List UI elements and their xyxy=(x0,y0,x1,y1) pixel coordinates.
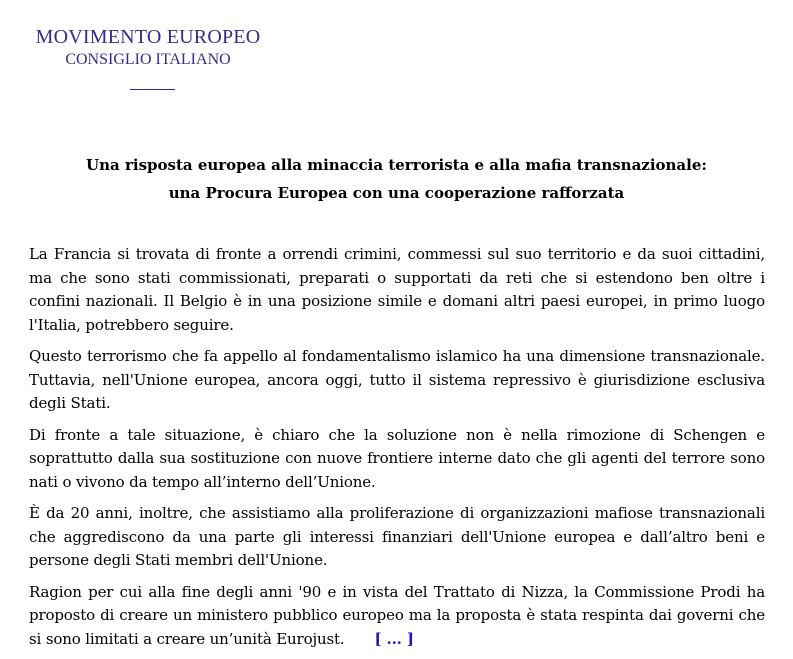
paragraph-last xyxy=(29,581,765,652)
paragraph: Questo terrorismo che fa appello al fondamentalismo islamico ha una dimensione transnazionale. Tuttavia, nell'Unione europea, ancora oggi, tutto il sistema repressivo è giurisdizione esclusiva degli Stati. xyxy=(29,347,765,412)
organization-header xyxy=(28,26,268,70)
organization-name: MOVIMENTO EUROPEO xyxy=(35,26,261,48)
organization-subtitle: CONSIGLIO ITALIANO xyxy=(65,51,231,68)
read-more-link[interactable]: [ ... ] xyxy=(374,629,414,648)
article-title-line-2: una Procura Europea con una cooperazione rafforzata xyxy=(168,184,625,202)
article-title-line-1: Una risposta europea alla minaccia terrorista e alla mafia transnazionale: xyxy=(86,156,707,174)
paragraph: Di fronte a tale situazione, è chiaro che la soluzione non è nella rimozione di Schengen e soprattutto dalla sua sostituzione con nuove frontiere interne dato che gli agenti del terrore sono nati o vivono da tempo all’interno dell’Unione. xyxy=(29,425,765,491)
paragraph: La Francia si trovata di fronte a orrendi crimini, commessi sul suo territorio e da suoi cittadini, ma che sono stati commissionati, preparati o supportati da reti che si estendono ben oltre i confini nazionali. Il Belgio è in una posizione simile e domani altri paesi europei, in primo luogo l'Italia, potrebbero seguire. xyxy=(29,245,765,334)
header-divider xyxy=(130,89,175,90)
article-title xyxy=(20,151,773,207)
paragraph-text: Ragion per cui alla fine degli anni '90 e in vista del Trattato di Nizza, la Commissione Prodi ha proposto di creare un ministero pubblico europeo ma la proposta è stata respinta dai governi che si sono limitati a creare un’unità Eurojust. xyxy=(29,582,765,648)
article-body xyxy=(29,243,765,659)
paragraph: È da 20 anni, inoltre, che assistiamo alla proliferazione di organizzazioni mafiose transnazionali che aggrediscono da una parte gli interessi finanziari dell'Unione europea e dall’altro beni e persone degli Stati membri dell'Unione. xyxy=(29,504,765,569)
